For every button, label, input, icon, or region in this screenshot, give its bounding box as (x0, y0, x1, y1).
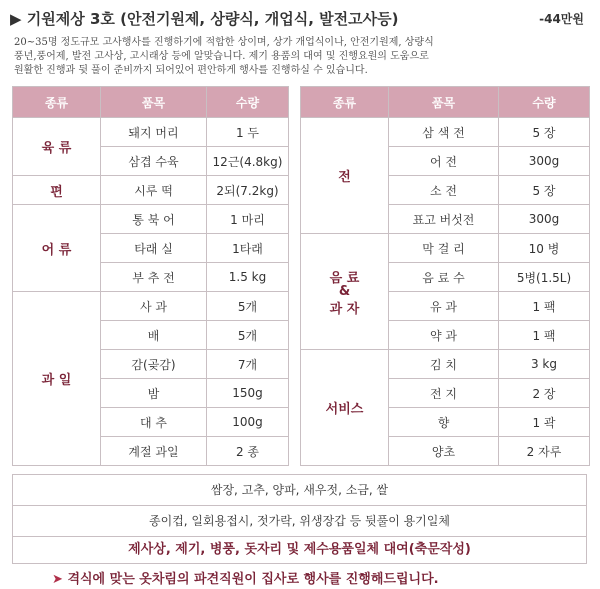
item-name: 유 과 (389, 292, 499, 321)
item-qty: 1 두 (207, 118, 289, 147)
bottom-note-text: 격식에 맞는 옷차림의 파견직원이 집사로 행사를 진행해드립니다. (67, 572, 439, 587)
item-name: 부 추 전 (101, 263, 207, 292)
item-name: 계절 과일 (101, 437, 207, 466)
table-gap (289, 87, 301, 118)
item-name: 음 료 수 (389, 263, 499, 292)
item-name: 돼지 머리 (101, 118, 207, 147)
item-qty: 2 종 (207, 437, 289, 466)
description-line: 원활한 진행과 뒷 풀이 준비까지 되어있어 편안하게 행사를 진행하실 수 있습니다. (14, 65, 368, 76)
item-name: 소 전 (389, 176, 499, 205)
item-name: 감(곶감) (101, 350, 207, 379)
footer-supplies: 종이컵, 일회용접시, 젓가락, 위생장갑 등 뒷풀이 용기일체 (12, 505, 587, 537)
category-fruit: 과 일 (13, 292, 101, 466)
item-name: 시루 떡 (101, 176, 207, 205)
item-qty: 7개 (207, 350, 289, 379)
item-qty: 5개 (207, 292, 289, 321)
item-qty: 5병(1.5L) (499, 263, 590, 292)
item-name: 타래 실 (101, 234, 207, 263)
item-name: 배 (101, 321, 207, 350)
item-qty: 2 장 (499, 379, 590, 408)
triangle-right-icon: ▶ (10, 10, 22, 28)
item-qty: 5개 (207, 321, 289, 350)
item-qty: 300g (499, 147, 590, 176)
item-qty: 1.5 kg (207, 263, 289, 292)
item-name: 삼 색 전 (389, 118, 499, 147)
header-qty: 수량 (207, 87, 289, 118)
item-name: 어 전 (389, 147, 499, 176)
table-row (13, 118, 590, 147)
item-name: 대 추 (101, 408, 207, 437)
page-title (10, 8, 398, 29)
description (14, 36, 590, 78)
header-item: 품목 (389, 87, 499, 118)
item-qty: 5 장 (499, 176, 590, 205)
category-drinks-snacks: 음 료 & 과 자 (301, 234, 389, 350)
item-name: 전 지 (389, 379, 499, 408)
item-name: 삼겹 수육 (101, 147, 207, 176)
item-name: 표고 버섯전 (389, 205, 499, 234)
item-qty: 12근(4.8kg) (207, 147, 289, 176)
footer-condiments: 쌈장, 고추, 양파, 새우젓, 소금, 쌀 (12, 474, 587, 506)
category-meat: 육 류 (13, 118, 101, 176)
item-name: 밤 (101, 379, 207, 408)
item-qty: 5 장 (499, 118, 590, 147)
item-qty: 3 kg (499, 350, 590, 379)
item-qty: 1타래 (207, 234, 289, 263)
page-header (6, 8, 594, 30)
item-qty: 150g (207, 379, 289, 408)
bottom-note (52, 568, 592, 587)
item-name: 향 (389, 408, 499, 437)
category-fish: 어 류 (13, 205, 101, 292)
item-qty: 1 팩 (499, 321, 590, 350)
item-name: 김 치 (389, 350, 499, 379)
title-text: 기원제상 3호 (안전기원제, 상량식, 개업식, 발전고사등) (26, 10, 399, 28)
header-item: 품목 (101, 87, 207, 118)
item-qty: 2되(7.2kg) (207, 176, 289, 205)
table-header-row (13, 87, 590, 118)
category-jeon: 전 (301, 118, 389, 234)
item-name: 통 북 어 (101, 205, 207, 234)
item-qty: 1 팩 (499, 292, 590, 321)
item-qty: 100g (207, 408, 289, 437)
footer-rental: 제사상, 제기, 병풍, 돗자리 및 제수용품일체 대여(축문작성) (12, 536, 587, 564)
item-qty: 1 곽 (499, 408, 590, 437)
item-qty: 2 자루 (499, 437, 590, 466)
item-name: 사 과 (101, 292, 207, 321)
description-line: 20~35명 정도규모 고사행사를 진행하기에 적합한 상이며, 상가 개업식이나, 안전기원제, 상량식 (14, 37, 434, 48)
item-name: 양초 (389, 437, 499, 466)
header-category: 종류 (13, 87, 101, 118)
item-qty: 10 병 (499, 234, 590, 263)
category-rice-cake: 편 (13, 176, 101, 205)
item-qty: 300g (499, 205, 590, 234)
description-line: 풍년,풍어제, 발전 고사상, 고시래상 등에 알맞습니다. 제기 용품의 대여 및 진행요원의 도움으로 (14, 51, 429, 62)
table-gap (289, 118, 301, 466)
arrow-right-icon: ➤ (52, 572, 63, 587)
category-service: 서비스 (301, 350, 389, 466)
item-qty: 1 마리 (207, 205, 289, 234)
price-label: -44만원 (539, 12, 584, 26)
header-qty: 수량 (499, 87, 590, 118)
item-name: 막 걸 리 (389, 234, 499, 263)
item-name: 약 과 (389, 321, 499, 350)
header-category: 종류 (301, 87, 389, 118)
menu-table (12, 86, 590, 466)
